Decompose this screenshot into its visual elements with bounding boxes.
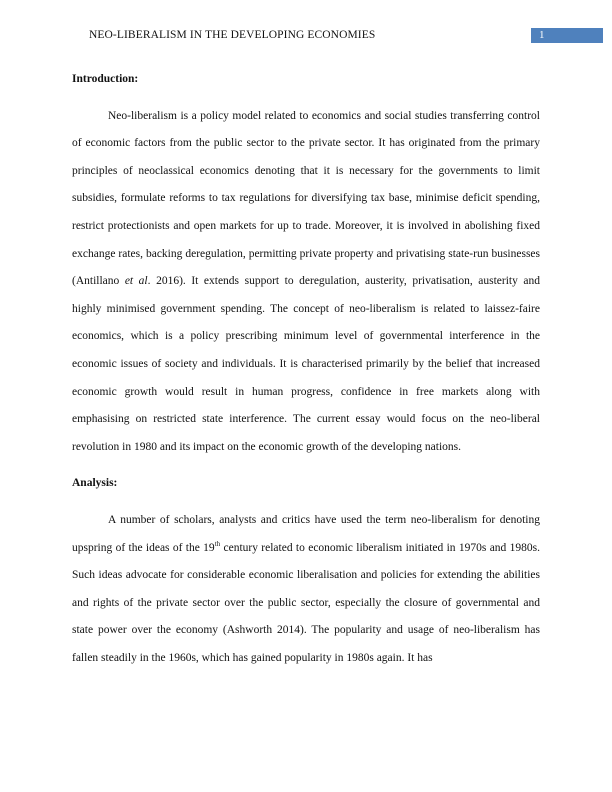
introduction-paragraph xyxy=(72,103,540,462)
analysis-text-part-2: century related to economic liberalism initiated in 1970s and 1980s. Such ideas advocate for considerable economic liberalisation and policies for extending the abilities and rights of the private sector over the public sector, especially the closure of governmental and state power over the economy (Ashworth 2014). The popularity and usage of neo-liberalism has fallen steadily in the 1960s, which has gained popularity in 1980s again. It has xyxy=(72,541,541,664)
running-head-title: NEO-LIBERALISM IN THE DEVELOPING ECONOMIES xyxy=(89,29,376,41)
intro-text-part-1: Neo-liberalism is a policy model related to economics and social studies transferring control of economic factors from the public sector to the private sector. It has originated from the primary principles of neoclassical economics denoting that it is necessary for the governments to limit subsidies, formulate reforms to tax regulations for diversifying tax base, minimise deficit spending, restrict protectionists and open markets for up to trade. Moreover, it is involved in abolishing fixed exchange rates, backing deregulation, permitting private property and privatising state-run businesses (Antillano xyxy=(72,109,540,288)
intro-text-part-2: . 2016). It extends support to deregulation, austerity, privatisation, austerity and highly minimised government spending. The concept of neo-liberalism is related to laissez-faire economics, which is a policy prescribing minimum level of governmental interference in the economic issues of society and individuals. It is characterised primarily by the belief that increased economic growth would result in human progress, confidence in free markets along with emphasising on restricted state interference. The current essay would focus on the neo-liberal revolution in 1980 and its impact on the economic growth of the developing nations. xyxy=(72,275,540,453)
analysis-paragraph xyxy=(72,507,540,673)
page-number: 1 xyxy=(531,28,603,43)
introduction-heading: Introduction: xyxy=(72,73,139,85)
intro-citation-et-al: et al xyxy=(124,275,148,288)
analysis-text-part-1: A number of scholars, analysts and critics have used the term neo-liberalism for denoting upspring of the ideas of the 19 xyxy=(72,513,540,554)
analysis-heading: Analysis: xyxy=(72,477,118,490)
document-body xyxy=(72,66,540,681)
ordinal-superscript: th xyxy=(214,539,221,548)
